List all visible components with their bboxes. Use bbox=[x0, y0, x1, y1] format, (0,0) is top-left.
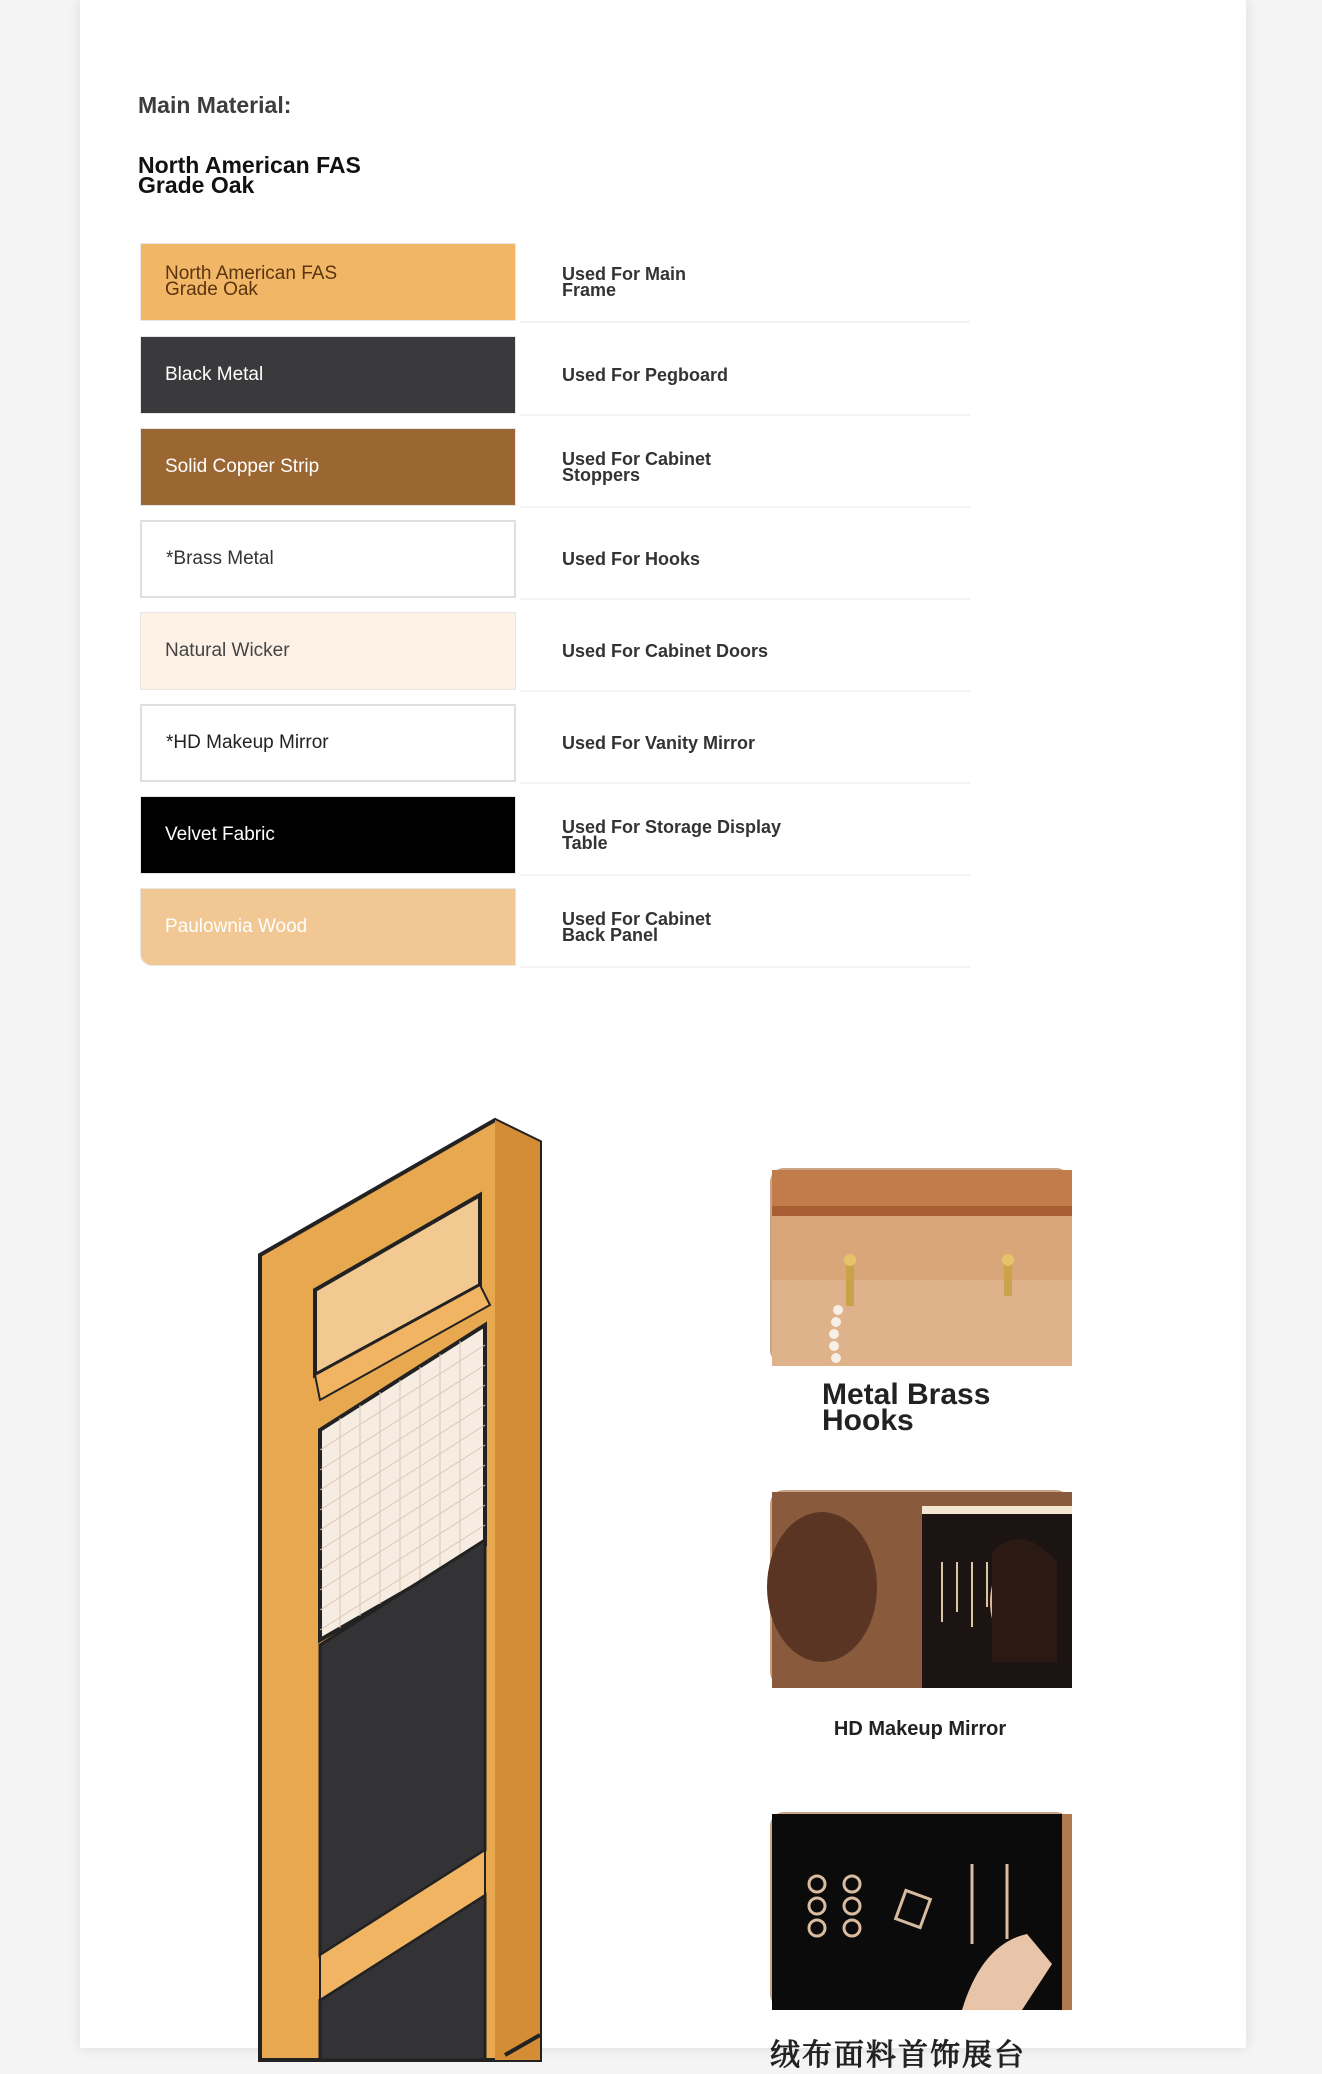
product-detail-card bbox=[80, 0, 1246, 2072]
material-usage: Used For Hooks bbox=[520, 520, 970, 600]
material-swatch: North American FAS Grade Oak bbox=[140, 243, 516, 321]
material-usage: Used For Vanity Mirror bbox=[520, 704, 970, 784]
material-row bbox=[140, 704, 970, 784]
material-swatch: *HD Makeup Mirror bbox=[140, 704, 516, 782]
material-swatch: Natural Wicker bbox=[140, 612, 516, 690]
velvet-jewelry-display-photo bbox=[770, 1812, 1070, 2008]
feature-caption: HD Makeup Mirror bbox=[833, 1718, 1007, 1740]
material-row bbox=[140, 243, 970, 323]
material-swatch: Velvet Fabric bbox=[140, 796, 516, 874]
material-usage: Used For Cabinet Stoppers bbox=[520, 428, 970, 508]
material-usage: Used For Pegboard bbox=[520, 336, 970, 416]
material-usage: Used For Cabinet Doors bbox=[520, 612, 970, 692]
brass-hooks-photo bbox=[770, 1168, 1070, 1364]
material-usage: Used For Storage Display Table bbox=[520, 796, 970, 876]
cabinet-illustration bbox=[260, 1120, 680, 2060]
feature-caption-cut: 绒布面料首饰展台 bbox=[770, 2039, 1026, 2072]
material-row bbox=[140, 336, 970, 416]
material-swatch: Solid Copper Strip bbox=[140, 428, 516, 506]
material-usage: Used For Main Frame bbox=[520, 243, 970, 323]
material-row bbox=[140, 612, 970, 692]
material-swatch: *Brass Metal bbox=[140, 520, 516, 598]
feature-caption: Metal Brass Hooks bbox=[822, 1378, 991, 1437]
material-row bbox=[140, 888, 970, 968]
makeup-mirror-photo bbox=[770, 1490, 1070, 1686]
material-row bbox=[140, 428, 970, 508]
material-row bbox=[140, 520, 970, 600]
section-subheading: North American FAS Grade Oak bbox=[138, 152, 361, 198]
section-heading: Main Material: bbox=[138, 92, 292, 118]
material-swatch: Black Metal bbox=[140, 336, 516, 414]
material-usage: Used For Cabinet Back Panel bbox=[520, 888, 970, 968]
material-row bbox=[140, 796, 970, 876]
material-swatch: Paulownia Wood bbox=[140, 888, 516, 966]
